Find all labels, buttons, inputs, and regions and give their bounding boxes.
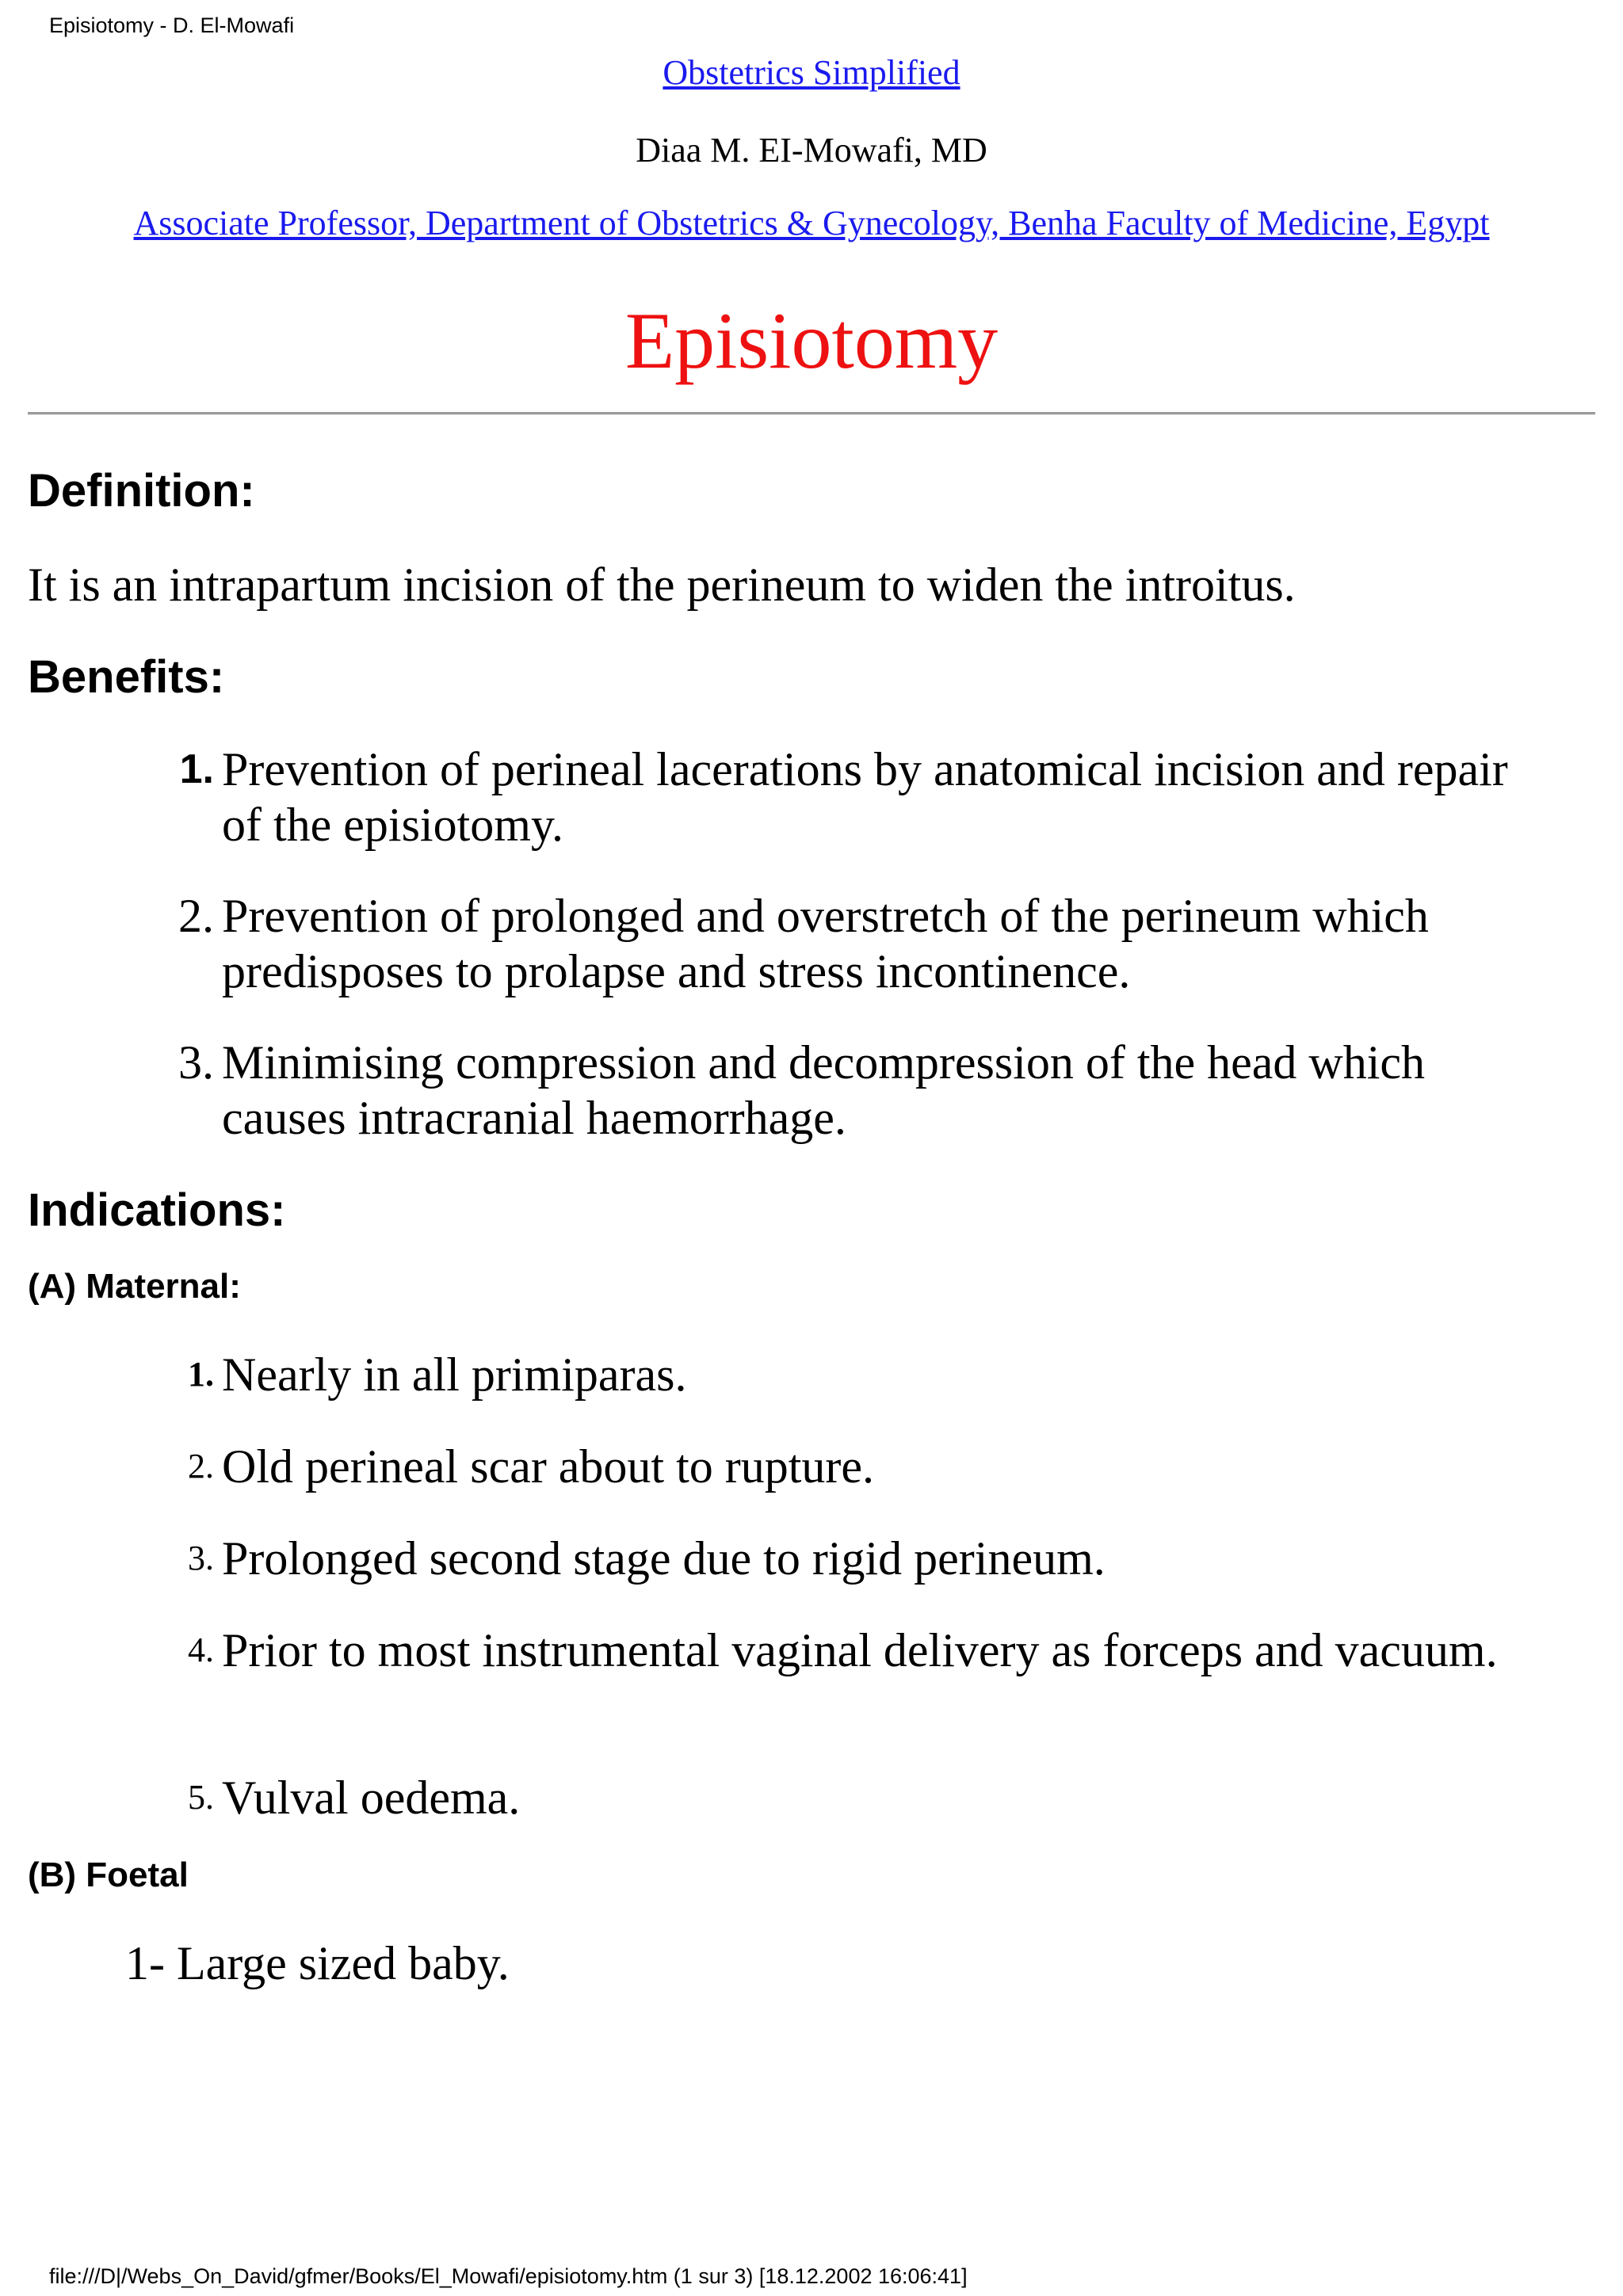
indications-heading: Indications: <box>28 1184 286 1236</box>
list-number: 3. <box>188 1539 214 1577</box>
list-item <box>178 1035 1537 1146</box>
list-number: 1. <box>188 1355 214 1394</box>
affiliation-link[interactable]: Associate Professor, Department of Obstetrics & Gynecology, Benha Faculty of Medicine, Egypt <box>133 204 1490 242</box>
benefits-heading: Benefits: <box>28 651 225 703</box>
list-item-text: Prolonged second stage due to rigid perineum. <box>222 1532 1106 1585</box>
author-name: Diaa M. EI-Mowafi, MD <box>636 131 987 170</box>
list-item <box>179 742 1537 852</box>
list-item-text: Prior to most instrumental vaginal delivery as forceps and vacuum. <box>222 1624 1498 1676</box>
list-number: 5. <box>188 1778 214 1817</box>
foetal-heading: (B) Foetal <box>28 1855 189 1894</box>
list-item <box>188 1531 1537 1586</box>
list-number: 3. <box>178 1036 214 1089</box>
list-item <box>188 1623 1537 1678</box>
list-number: 2. <box>188 1447 214 1486</box>
page-title: Episiotomy <box>624 296 999 386</box>
list-item-text: Minimising compression and decompression of the head which causes intracranial haemorrhage. <box>222 1036 1426 1144</box>
horizontal-rule <box>28 412 1595 415</box>
list-number: 1. <box>179 746 214 792</box>
list-item-text: Old perineal scar about to rupture. <box>222 1440 875 1493</box>
list-item-text: Vulval oedema. <box>222 1772 521 1824</box>
print-header: Episiotomy - D. El-Mowafi <box>49 13 295 37</box>
list-item-text: Prevention of prolonged and overstretch of the perineum which predisposes to prolapse and stress incontinence. <box>222 890 1429 997</box>
definition-heading: Definition: <box>28 465 255 517</box>
list-number: 4. <box>188 1630 214 1669</box>
foetal-item: 1- Large sized baby. <box>125 1937 510 1989</box>
list-item-text: Nearly in all primiparas. <box>222 1348 687 1401</box>
definition-text: It is an intrapartum incision of the perineum to widen the introitus. <box>28 559 1296 611</box>
site-link-line <box>0 52 1623 93</box>
list-item <box>188 1770 1537 1825</box>
site-link[interactable]: Obstetrics Simplified <box>663 53 960 92</box>
print-footer: file:///D|/Webs_On_David/gfmer/Books/El_Mowafi/episiotomy.htm (1 sur 3) [18.12.2002 16:06:41] <box>49 2264 968 2288</box>
list-item <box>188 1347 1537 1402</box>
list-item <box>178 888 1537 999</box>
maternal-heading: (A) Maternal: <box>28 1267 241 1306</box>
affiliation-line <box>0 203 1623 243</box>
list-number: 2. <box>178 890 214 942</box>
list-item <box>188 1439 1537 1494</box>
list-item-text: Prevention of perineal lacerations by anatomical incision and repair of the episiotomy. <box>222 743 1508 851</box>
